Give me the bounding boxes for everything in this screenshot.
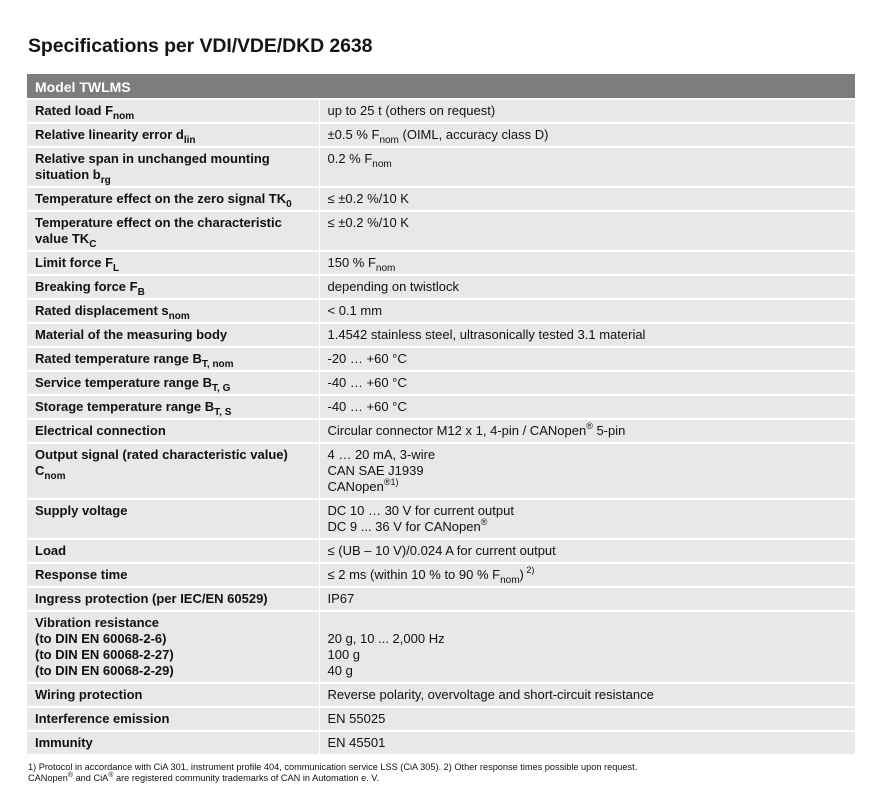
spec-label: Output signal (rated characteristic value) $C_{nom}$ [27, 443, 319, 499]
vibration-standard: (to DIN EN 60068-2-29) [35, 663, 174, 678]
table-row [27, 211, 855, 251]
table-row [27, 731, 855, 755]
spec-label: Load [27, 539, 319, 563]
footnote-line: 1) Protocol in accordance with CiA 301, instrument profile 404, communication service LSS (CiA 305). 2) Other response times possible upon request. [28, 762, 638, 772]
spec-label: Ingress protection (per IEC/EN 60529) [27, 587, 319, 611]
table-row [27, 443, 855, 499]
spec-value [319, 611, 855, 683]
page-title: Specifications per VDI/VDE/DKD 2638 [28, 35, 373, 57]
spec-value: -40 … +60 °C [319, 395, 855, 419]
model-header: Model TWLMS [27, 74, 855, 99]
spec-label: Supply voltage [27, 499, 319, 539]
spec-value: -20 … +60 °C [319, 347, 855, 371]
spec-value: < 0.1 mm [319, 299, 855, 323]
spec-table [27, 74, 855, 756]
spec-value: Reverse polarity, overvoltage and short-circuit resistance [319, 683, 855, 707]
spec-label: Rated load $F_{nom}$ [27, 99, 319, 123]
supply-voltage-line: DC 10 … 30 V for current output [327, 503, 514, 518]
spec-label: Immunity [27, 731, 319, 755]
table-row [27, 251, 855, 275]
table-header-row [27, 74, 855, 99]
spec-label: Relative span in unchanged mounting situation $b_{rg}$ [27, 147, 319, 187]
supply-voltage-line: DC 9 ... 36 V for CANopen® [327, 517, 488, 534]
spec-value [319, 443, 855, 499]
table-row [27, 347, 855, 371]
table-row [27, 275, 855, 299]
spec-label [27, 611, 319, 683]
spec-value: 0.2 % $F_{nom}$ [319, 147, 855, 187]
spec-label: Limit force $F_L$ [27, 251, 319, 275]
spec-value: EN 55025 [319, 707, 855, 731]
spec-value: depending on twistlock [319, 275, 855, 299]
spec-label: Temperature effect on the characteristic value $TK_C$ [27, 211, 319, 251]
spec-label: Material of the measuring body [27, 323, 319, 347]
table-row [27, 395, 855, 419]
table-row [27, 299, 855, 323]
spec-value: ≤ (UB – 10 V)/0.024 A for current output [319, 539, 855, 563]
table-row [27, 539, 855, 563]
vibration-label: Vibration resistance [35, 615, 160, 630]
spec-value: ≤ ±0.2 %/10 K [319, 211, 855, 251]
spec-label: Electrical connection [27, 419, 319, 443]
footnote [28, 762, 637, 784]
spec-value [319, 499, 855, 539]
table-row [27, 683, 855, 707]
output-signal-line: CAN SAE J1939 [327, 463, 424, 478]
spec-label: Relative linearity error $d_{lin}$ [27, 123, 319, 147]
footnote-line: CANopen® and CiA® are registered community trademarks of CAN in Automation e. V. [28, 772, 380, 783]
spec-label: Storage temperature range $B_{T, S}$ [27, 395, 319, 419]
table-row [27, 587, 855, 611]
vibration-value: 20 g, 10 ... 2,000 Hz [327, 631, 445, 646]
spec-label: Breaking force $F_B$ [27, 275, 319, 299]
table-row [27, 147, 855, 187]
output-signal-line: CANopen$^{®1)}$ [327, 477, 399, 494]
spec-value: ±0.5 % $F_{nom}$ (OIML, accuracy class D) [319, 123, 855, 147]
vibration-value: 100 g [327, 647, 361, 662]
table-row [27, 323, 855, 347]
vibration-standard: (to DIN EN 60068-2-6) [35, 631, 167, 646]
spec-value: -40 … +60 °C [319, 371, 855, 395]
spec-label: Temperature effect on the zero signal $TK_0$ [27, 187, 319, 211]
spec-value: 1.4542 stainless steel, ultrasonically tested 3.1 material [319, 323, 855, 347]
table-row [27, 499, 855, 539]
spec-label: Response time [27, 563, 319, 587]
spec-label: Rated temperature range $B_{T, nom}$ [27, 347, 319, 371]
spec-value: EN 45501 [319, 731, 855, 755]
vibration-value: 40 g [327, 663, 353, 678]
table-row [27, 611, 855, 683]
vibration-standard: (to DIN EN 60068-2-27) [35, 647, 174, 662]
spec-label: Interference emission [27, 707, 319, 731]
output-signal-line: 4 … 20 mA, 3-wire [327, 447, 436, 462]
spec-label: Service temperature range $B_{T, G}$ [27, 371, 319, 395]
table-row [27, 419, 855, 443]
table-row [27, 123, 855, 147]
table-row [27, 707, 855, 731]
spec-value: 150 % $F_{nom}$ [319, 251, 855, 275]
spec-label: Wiring protection [27, 683, 319, 707]
table-row [27, 99, 855, 123]
spec-value: ≤ 2 ms (within 10 % to 90 % $F_{nom}$) $^{2)}$ [319, 563, 855, 587]
spec-value: Circular connector M12 x 1, 4-pin / CANopen® 5-pin [319, 419, 855, 443]
spec-value: IP67 [319, 587, 855, 611]
spec-value: ≤ ±0.2 %/10 K [319, 187, 855, 211]
spec-value: up to 25 t (others on request) [319, 99, 855, 123]
spec-label: Rated displacement $s_{nom}$ [27, 299, 319, 323]
table-row [27, 563, 855, 587]
table-row [27, 187, 855, 211]
table-row [27, 371, 855, 395]
